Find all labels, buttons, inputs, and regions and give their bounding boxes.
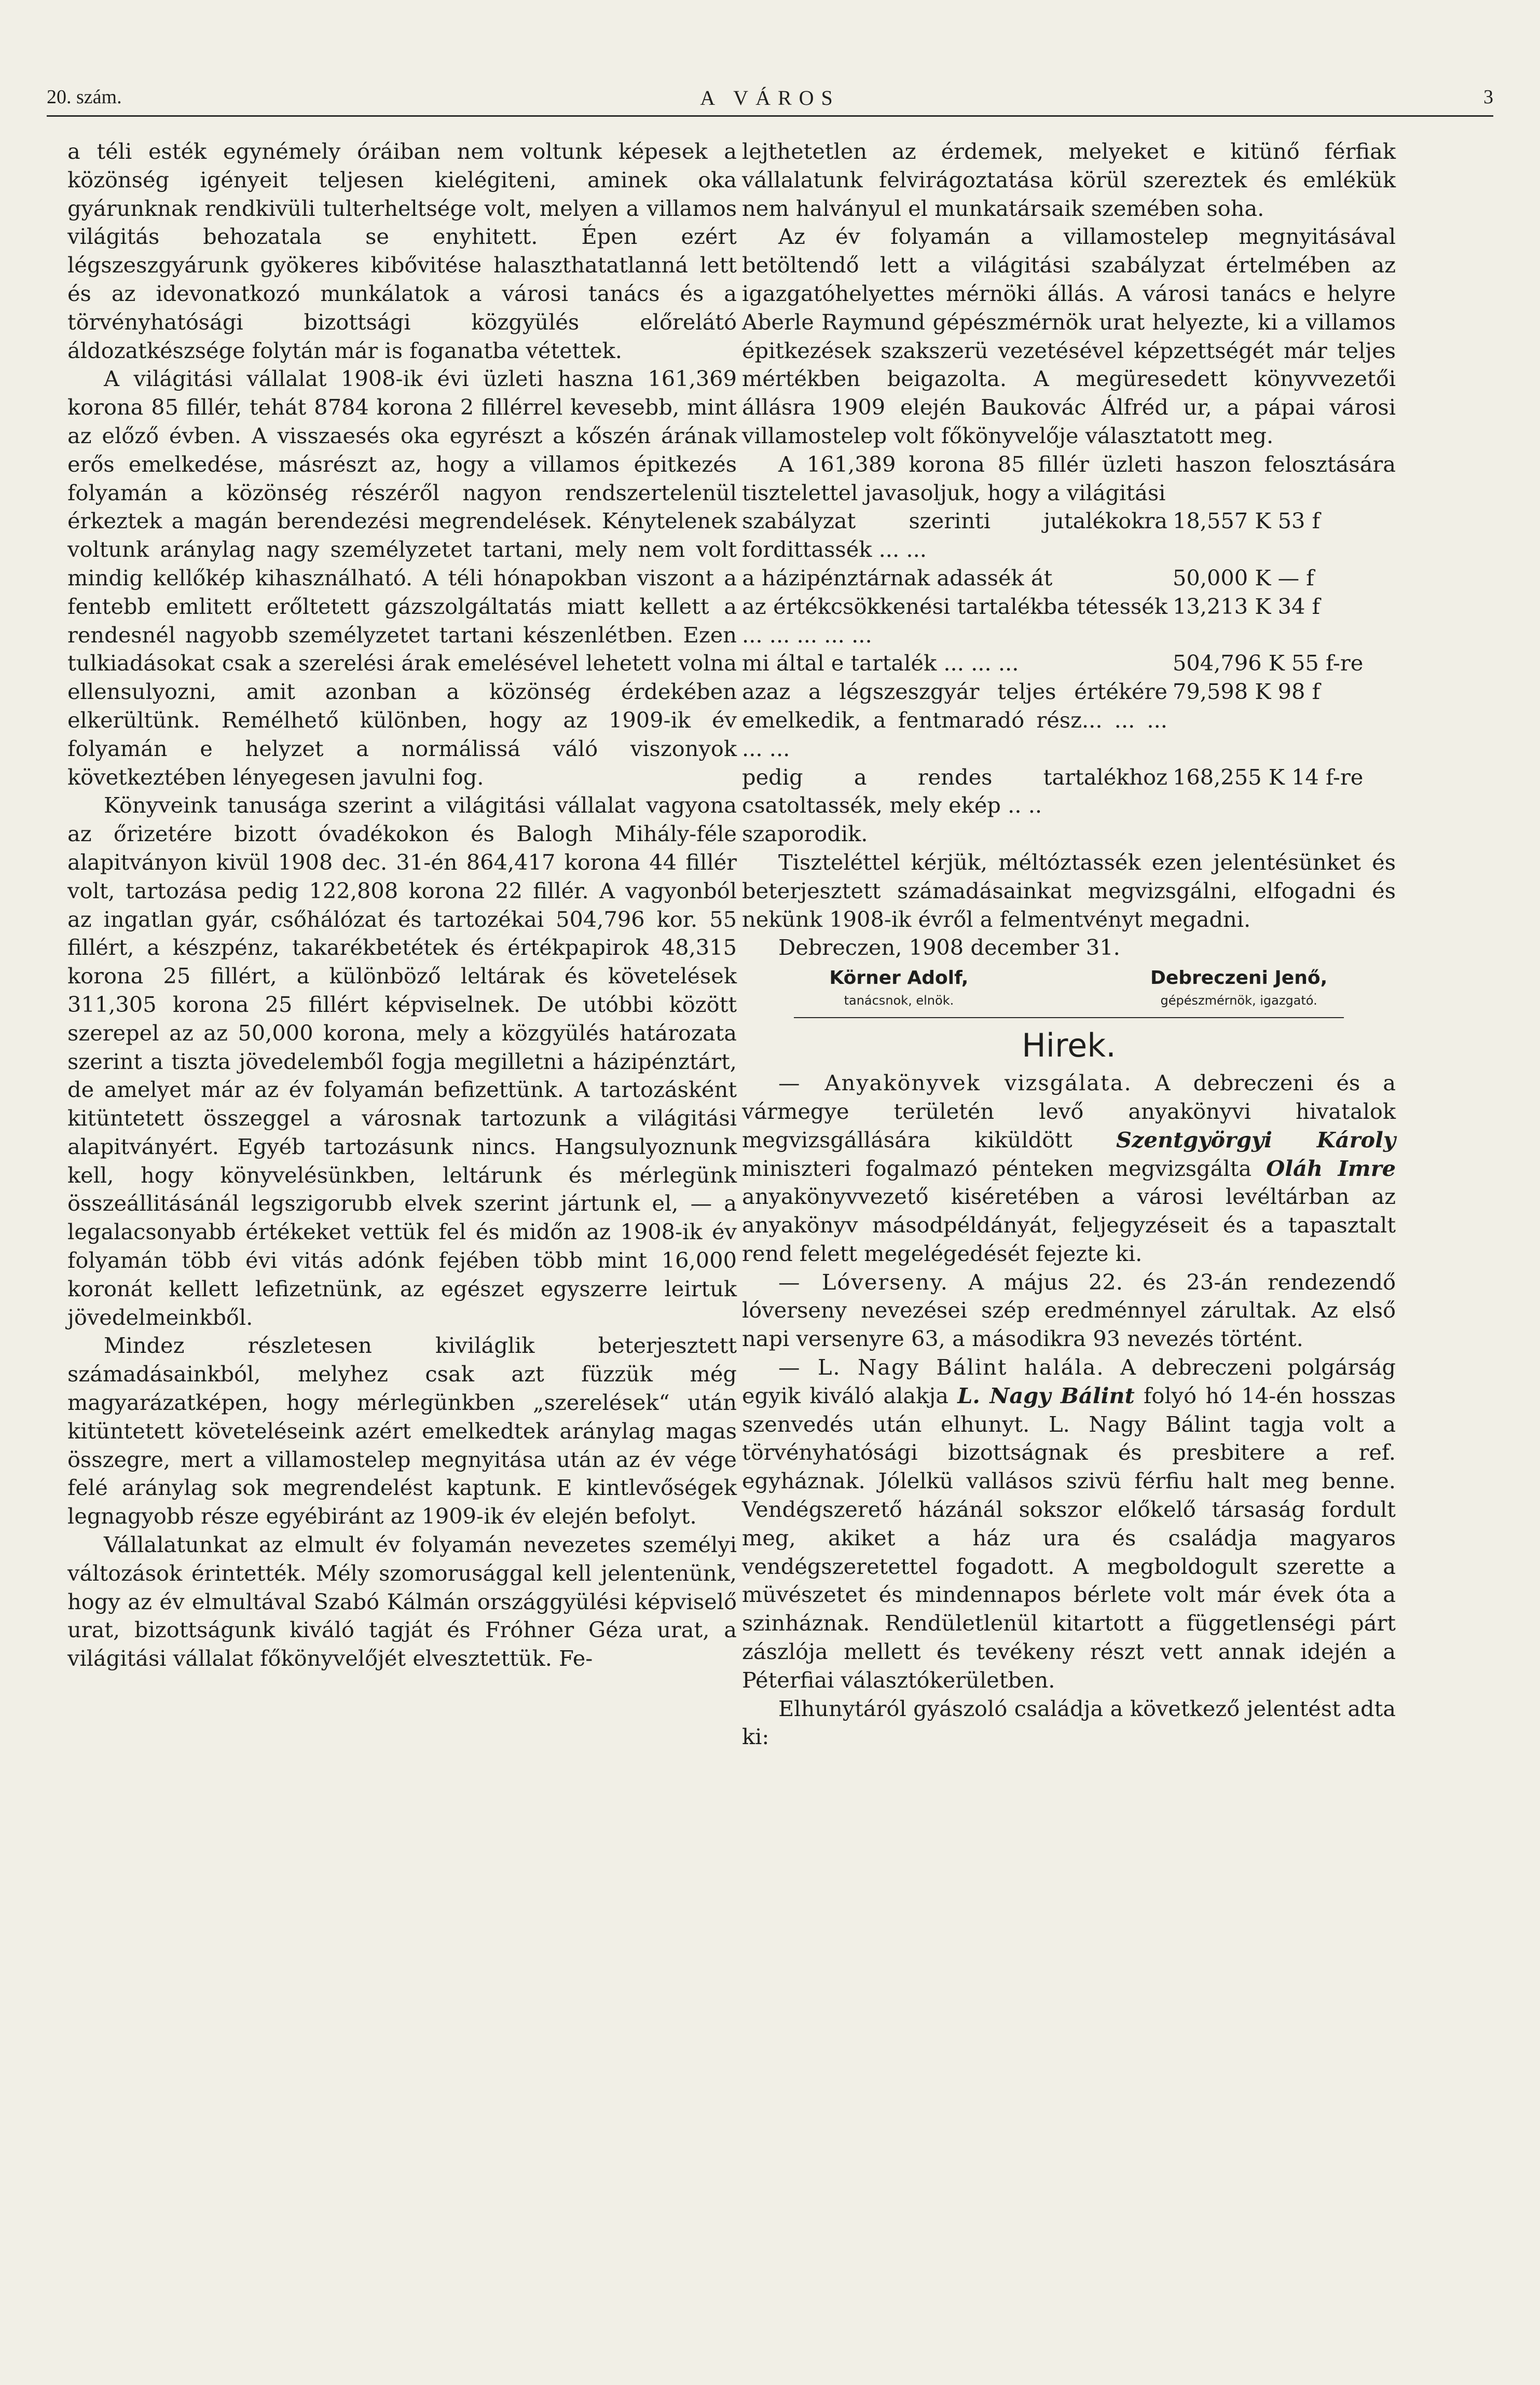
ledger-desc: pedig a rendes tartalékhoz csatoltassék, mely ekép .. .. — [742, 764, 1167, 818]
signatory-name: Debreczeni Jenő, — [1150, 967, 1328, 989]
report-date: Debreczen, 1908 december 31. — [778, 935, 1120, 961]
signatory-name: Körner Adolf, — [829, 967, 969, 989]
paragraph: A világitási vállalat 1908-ik évi üzleti haszna 161,369 korona 85 fillér, tehát 8784 korona 2 fillérrel kevesebb, mint az előző évben. A visszaesés oka egyrészt a kőszén árának erős emelkedése, másrészt az, hogy a villamos épitkezés folyamán a közönség részéről nagyon rendszertelenül érkeztek a magán berendezési megrendelések. Kénytelenek voltunk aránylag nagy személyzetet tartani, mely nem volt mindig kellőkép kihasználható. A téli hónapokban viszont a fentebb emlitett erőltetett gázszolgáltatás miatt kellett a rendesnél nagyobb személyzetet tartani készenlétben. Ezen tulkiadásokat csak a szerelési árak emelésével lehetett volna ellensulyozni, amit azonban a közönség érdekében elkerültünk. Remélhető különben, hogy az 1909-ik év folyamán e helyzet a normálissá váló viszonyok következtében lényegesen javulni fog. — [67, 366, 737, 790]
ledger-row — [742, 763, 1396, 820]
person-name: Szentgyörgyi Károly — [1116, 1127, 1396, 1153]
paragraph: Az év folyamán a villamostelep megnyitásával betöltendő lett a világitási szabályzat értelmében az igazgatóhelyettes mérnöki állás. A városi tanács e helyre Aberle Raymund gépészmérnök urat helyezte, ki a villamos épitkezések szakszerü vezetésével képzettségét már teljes mértékben beigazolta. A megüresedett könyvvezetői állásra 1909 elején Baukovác Álfréd ur, a pápai városi villamostelep volt főkönyvelője választatott meg. — [742, 224, 1396, 448]
ledger-amount: 79,598 K 98 f — [1173, 679, 1320, 705]
paragraph: lejthetetlen az érdemek, melyeket e kitünő férfiak vállalatunk felvirágoztatása körül szereztek és emlékük nem halványul el munkatársaik szemében soha. — [742, 139, 1396, 221]
news-lead: — Anyakönyvek vizsgálata. — [778, 1070, 1132, 1096]
signatory-title: gépészmérnök, igazgató. — [1160, 993, 1317, 1008]
ledger-amount: 504,796 K 55 f-re — [1173, 650, 1364, 676]
left-column — [67, 138, 737, 1673]
person-name: Oláh Imre — [1266, 1155, 1396, 1181]
ledger-desc: szabályzat szerinti jutalékokra fordittassék ... ... — [742, 508, 1167, 563]
paragraph: a téli esték egynémely óráiban nem voltunk képesek a közönség igényeit teljesen kielégiteni, aminek oka gyárunknak rendkivüli tulterheltsége volt, melyen a villamos világitás behozatala se enyhitett. Épen ezért légszeszgyárunk gyökeres kibővitése halaszthatatlanná lett és az idevonatkozó munkálatok a városi tanács és a törvényhatósági bizottsági közgyülés előrelátó áldozatkészsége folytán már is foganatba vétettek. — [67, 139, 737, 363]
header-rule — [47, 115, 1493, 117]
paragraph: Vállalatunkat az elmult év folyamán nevezetes személyi változások érintették. Mély szomorusággal kell jelentenünk, hogy az év elmultával Szabó Kálmán országgyülési képviselő urat, bizottságunk kiváló tagját és Fróhner Géza urat, a világitási vállalat főkönyvelőjét elvesztettük. Fe- — [67, 1532, 737, 1671]
paragraph: A 161,389 korona 85 fillér üzleti haszon felosztására tisztelettel javasoljuk, hogy a világitási — [742, 451, 1396, 505]
signature-director — [1082, 965, 1396, 1010]
ledger-amount: 168,255 K 14 f-re — [1173, 764, 1364, 790]
ledger-desc: a házipénztárnak adassék át — [742, 565, 1053, 591]
signatory-title: tanácsnok, elnök. — [844, 993, 954, 1008]
signature-chair — [742, 965, 1056, 1010]
page-number: 3 — [1483, 86, 1493, 108]
section-divider — [794, 1017, 1344, 1018]
paragraph: Elhunytáról gyászoló családja a következő jelentést adta ki: — [742, 1695, 1396, 1750]
ledger-tail: szaporodik. — [742, 821, 868, 847]
ledger-desc: azaz a légszeszgyár teljes értékére emelkedik, a fentmaradó rész... ... ... ... ... — [742, 679, 1167, 761]
person-name: L. Nagy Bálint — [957, 1382, 1135, 1408]
news-item: — L. Nagy Bálint halála. A debreczeni polgárság egyik kiváló alakja L. Nagy Bálint folyó hó 14-én hosszas szenvedés után elhunyt. L. Nagy Bálint tagja volt a törvényhatósági bizottságnak és presbitere a ref. egyháznak. Jólelkü vallásos szivü férfiu halt meg benne. Vendégszerető házánál sokszor előkelő társaság fordult meg, akiket a ház ura és családja magyaros vendégszeretettel fogadott. A megboldogult szerette a müvészetet és mindennapos bérlete volt már évek óta a szinháznak. Rendületlenül kitartott a függetlenségi párt zászlója mellett és tevékeny részt vett annak idején a Péterfiai választókerületben. — [742, 1354, 1396, 1693]
right-column — [742, 138, 1396, 1751]
signatures — [742, 965, 1396, 1010]
ledger-row — [742, 564, 1396, 593]
news-item: — Anyakönyvek vizsgálata. A debreczeni és a vármegye területén levő anyakönyvi hivatalok megvizsgállására kiküldött Szentgyörgyi Károly miniszteri fogalmazó pénteken megvizsgálta Oláh Imre anyakönyvvezető kiséretében a városi levéltárban az anyakönyv másodpéldányát, feljegyzéseit és a tapasztalt rend felett megelégedését fejezte ki. — [742, 1070, 1396, 1266]
ledger-amount: 13,213 K 34 f — [1173, 593, 1320, 619]
section-title: Hirek. — [1022, 1026, 1116, 1065]
ledger-row — [742, 649, 1396, 678]
paragraph: Könyveink tanusága szerint a világitási vállalat vagyona az őrizetére bizott óvadékokon és Balogh Mihály-féle alapitványon kivül 1908 dec. 31-én 864,417 korona 44 fillér volt, tartozása pedig 122,808 korona 22 fillér. A vagyonból az ingatlan gyár, csőhálózat és tartozékai 504,796 kor. 55 fillért, a készpénz, takarékbetétek és értékpapirok 48,315 korona 25 fillért, a különböző leltárak és követelések 311,305 korona 25 fillért képviselnek. De utóbbi között szerepel az az 50,000 korona, mely a közgyülés határozata szerint a tiszta jövedelemből fogja megilletni a házipénztárt, de amelyet már az év folyamán befizettünk. A tartozásként kitüntetett összeggel a városnak tartozunk a világitási alapitványért. Egyéb tartozásunk nincs. Hangsulyoznunk kell, hogy könyvelésünkben, leltárunk és mérlegünk összeállitásánál legszigorubb elvek szerint jártunk el, — a legalacsonyabb értékeket vettük fel és midőn az 1908-ik év folyamán több évi vitás adónk fejében több mint 16,000 koronát kellett lefizetnünk, az egészet egyszerre leirtuk jövedelmeinkből. — [67, 792, 737, 1330]
ledger-amount: 50,000 K — f — [1173, 565, 1314, 591]
news-item: — Lóverseny. A május 22. és 23-án rendezendő lóverseny nevezései szép eredménnyel zárultak. Az első napi versenyre 63, a másodikra 93 nevezés történt. — [742, 1269, 1396, 1352]
paragraph: Tiszteléttel kérjük, méltóztassék ezen jelentésünket és beterjesztett számadásainkat megvizsgálni, elfogadni és nekünk 1908-ik évről a felmentvényt megadni. — [742, 849, 1396, 932]
issue-number: 20. szám. — [47, 86, 122, 108]
ledger-row — [742, 678, 1396, 763]
ledger-row — [742, 593, 1396, 650]
news-lead: — Lóverseny. — [778, 1269, 948, 1295]
ledger-desc: mi által e tartalék ... ... ... — [742, 650, 1019, 676]
ledger-row — [742, 507, 1396, 564]
publication-title: A VÁROS — [700, 86, 840, 109]
ledger-desc: az értékcsökkenési tartalékba tétessék ... ... ... ... ... — [742, 593, 1167, 648]
ledger-amount: 18,557 K 53 f — [1173, 508, 1320, 534]
news-lead: — L. Nagy Bálint halála. — [778, 1354, 1105, 1380]
paragraph: Mindez részletesen kiviláglik beterjesztett számadásainkból, melyhez csak azt füzzük még magyarázatképen, hogy mérlegünkben „szerelések“ után kitüntetett követeléseink azért emelkedtek aránylag magas összegre, mert a villamostelep megnyitása után az év vége felé aránylag sok megrendelést kaptunk. E kintlevőségek legnagyobb része egyébiránt az 1909-ik év elején befolyt. — [67, 1333, 737, 1529]
profit-ledger — [742, 507, 1396, 848]
